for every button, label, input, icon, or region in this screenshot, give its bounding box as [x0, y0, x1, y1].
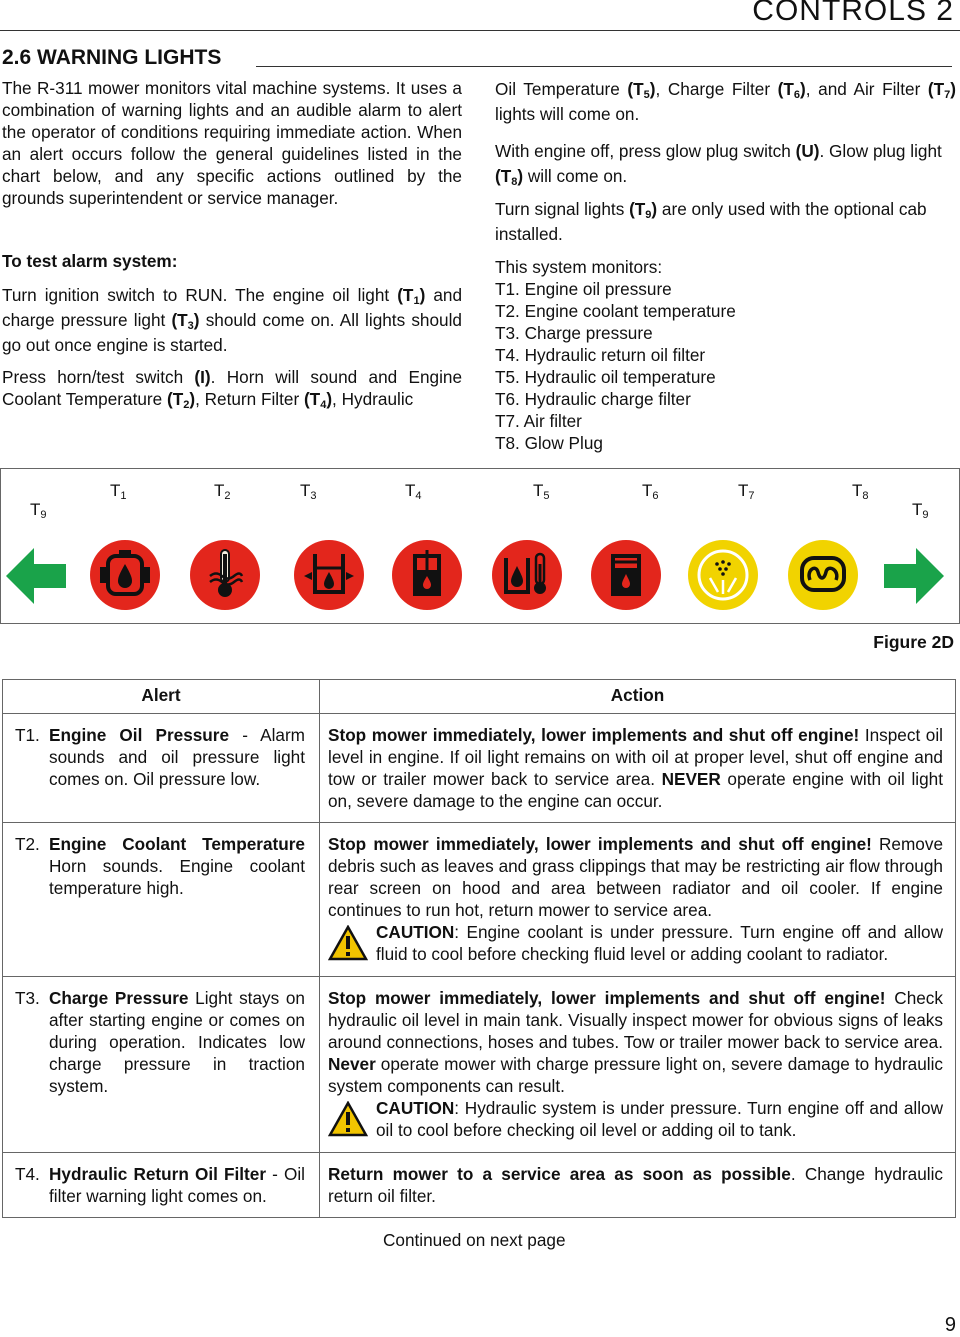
light-label-t8: $T_8$ — [852, 481, 869, 502]
test-heading: To test alarm system: — [2, 251, 178, 271]
light-label-t1: $T_1$ — [110, 481, 127, 502]
column-header-alert: Alert — [3, 680, 320, 714]
light-label-t7: $T_7$ — [738, 481, 755, 502]
page-number: 9 — [944, 1314, 956, 1336]
light-label-t6: $T_6$ — [642, 481, 659, 502]
list-item: T5. Hydraulic oil temperature — [495, 367, 716, 387]
list-item: T3. Charge pressure — [495, 323, 653, 343]
table-row — [3, 823, 956, 977]
section-title: 2.6 WARNING LIGHTS — [2, 46, 222, 69]
list-item: T2. Engine coolant temperature — [495, 301, 736, 321]
caution-note: CAUTION: Engine coolant is under pressure. Turn engine off and allow fluid to cool before checking fluid level or adding coolant to radiator. — [328, 921, 943, 966]
air-filter-icon — [688, 540, 758, 610]
list-item: T1. Engine oil pressure — [495, 279, 672, 299]
action-cell: Stop mower immediately, lower implements and shut off engine! Inspect oil level in engine. If oil light remains on with oil at proper level, shut off engine and tow or trailer mower back to service area. NEVER operate engine with oil light on, severe damage to the engine can occur. — [320, 714, 956, 823]
charge-pressure-icon — [294, 540, 364, 610]
monitors-heading: This system monitors: — [495, 257, 663, 277]
table-row — [3, 714, 956, 823]
light-label-t4: $T_4$ — [405, 481, 422, 502]
alert-cell: T4. Hydraulic Return Oil Filter - Oil filter warning light comes on. — [3, 1153, 320, 1218]
glow-plug-icon — [788, 540, 858, 610]
alert-cell: T2. Engine Coolant Temperature Horn sounds. Engine coolant temperature high. — [3, 823, 320, 977]
light-label-t9-left: $T_9$ — [30, 500, 47, 521]
test-step-horn: Press horn/test switch (I). Horn will sound and Engine Coolant Temperature $(T_2)$, Return Filter $(T_4)$, Hydraulic — [2, 367, 463, 411]
figure-caption: Figure 2D — [873, 632, 954, 652]
table-header-row — [3, 680, 956, 714]
alert-cell: T1. Engine Oil Pressure - Alarm sounds and oil pressure light comes on. Oil pressure low. — [3, 714, 320, 823]
warning-triangle-icon — [328, 921, 376, 966]
test-step-glow-plug: With engine off, press glow plug switch (U). Glow plug light $(T_8)$ will come on. — [495, 141, 942, 188]
engine-oil-pressure-icon — [90, 540, 160, 610]
list-item: T4. Hydraulic return oil filter — [495, 345, 706, 365]
table-row — [3, 1153, 956, 1218]
hydraulic-oil-temperature-icon — [492, 540, 562, 610]
light-label-t9-right: $T_9$ — [912, 500, 929, 521]
turn-signal-note: Turn signal lights $(T_9)$ are only used with the optional cab installed. — [495, 199, 927, 244]
caution-note: CAUTION: Hydraulic system is under pressure. Turn engine off and allow oil to cool before checking oil level or adding oil to tank. — [328, 1097, 943, 1142]
charge-filter-icon — [591, 540, 661, 610]
chapter-header: CONTROLS 2 — [752, 0, 954, 27]
test-step-horn-continued: Oil Temperature $(T_5)$, Charge Filter $(T_6)$, and Air Filter $(T_7)$ lights will come on. — [495, 79, 956, 124]
action-cell: Return mower to a service area as soon as possible. Change hydraulic return oil filter. — [320, 1153, 956, 1218]
intro-paragraph: The R-311 mower monitors vital machine systems. It uses a combination of warning lights and an audible alarm to alert the operator of conditions requiring immediate action. When an alert occurs follow the general guidelines listed in the chart below, and any specific actions outlined by the grounds superintendent or service manager. — [2, 78, 462, 208]
light-label-t3: $T_3$ — [300, 481, 317, 502]
monitors-list — [495, 256, 736, 454]
header-rule — [0, 30, 960, 31]
alert-cell: T3. Charge Pressure Light stays on after starting engine or comes on during operation. Indicates low charge pressure in traction system. — [3, 977, 320, 1153]
action-cell: Stop mower immediately, lower implements and shut off engine! Check hydraulic oil level in main tank. Visually inspect mower for obvious signs of leaks around connections, hoses and tubes. Tow or trailer mower back to service area. Never operate mower with charge pressure light on, severe damage to hydraulic system components can result. CAUTION: Hydraulic system is under pressure. Turn engine off and allow oil to cool before checking oil level or adding oil to tank. — [320, 977, 956, 1153]
column-header-action: Action — [320, 680, 956, 714]
alerts-table — [2, 679, 956, 1218]
list-item: T6. Hydraulic charge filter — [495, 389, 691, 409]
warning-triangle-icon — [328, 1097, 376, 1142]
list-item: T7. Air filter — [495, 411, 582, 431]
continued-note: Continued on next page — [383, 1230, 566, 1250]
section-rule — [256, 66, 952, 67]
left-turn-arrow-icon — [6, 548, 66, 609]
light-label-t5: $T_5$ — [533, 481, 550, 502]
return-filter-icon — [392, 540, 462, 610]
list-item: T8. Glow Plug — [495, 433, 603, 453]
table-row — [3, 977, 956, 1153]
light-label-t2: $T_2$ — [214, 481, 231, 502]
right-turn-arrow-icon — [884, 548, 944, 609]
action-cell: Stop mower immediately, lower implements and shut off engine! Remove debris such as leaves and grass clippings that may be restricting air flow through rear screen on hood and area between radiator and oil cooler. If engine continues to run hot, return mower to service area. CAUTION: Engine coolant is under pressure. Turn engine off and allow fluid to cool before checking fluid level or adding coolant to radiator. — [320, 823, 956, 977]
test-step-ignition: Turn ignition switch to RUN. The engine oil light $(T_1)$ and charge pressure light $(T_3)$ should come on. All lights should go out once engine is started. — [2, 285, 463, 355]
coolant-temperature-icon — [190, 540, 260, 610]
